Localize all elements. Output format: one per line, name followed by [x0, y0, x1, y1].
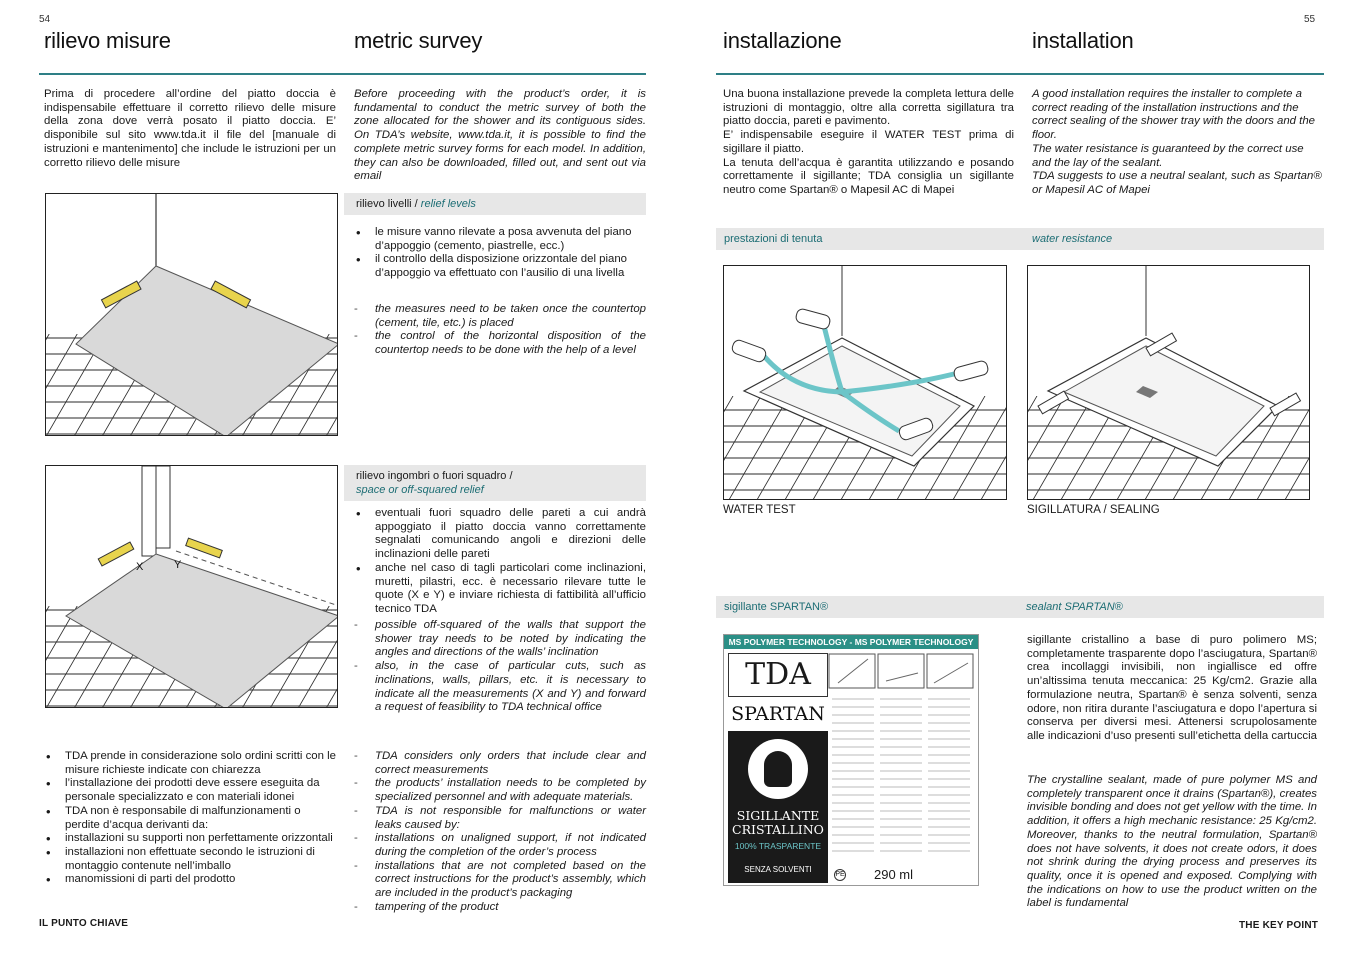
- caption-sealing: [1027, 504, 1160, 516]
- list-item: - the control of the horizontal disposition of the countertop needs to be done with the help of a level: [354, 330, 646, 357]
- axis-y-label: Y: [174, 559, 182, 571]
- list-item: • installazioni su supporti non perfettamente orizzontali: [44, 832, 336, 846]
- list-item: - TDA considers only orders that include clear and correct measurements: [354, 750, 646, 777]
- section-bar-water-resistance: [716, 228, 1324, 250]
- intro-en-p2: The water resistance is guaranteed by the correct use and the lay of the sealant.: [1032, 142, 1304, 169]
- label-text-lines: [830, 693, 974, 863]
- title-it-left: rilievo misure: [44, 28, 171, 53]
- section-bar-spartan: [716, 596, 1324, 618]
- list-item: - possible off-squared of the walls that support the shower tray needs to be noted by indicating the angles and directions of the walls’ inclination: [354, 619, 646, 660]
- title-en-left: metric survey: [354, 28, 483, 53]
- list-item: • TDA prende in considerazione solo ordini scritti con le misure richieste indicate con chiarezza: [44, 750, 336, 777]
- section-bar-off-square: [344, 465, 646, 501]
- list-item: • manomissioni di parti del prodotto: [44, 873, 336, 887]
- label-diagram-icons: [828, 653, 974, 689]
- list-item: - the measures need to be taken once the countertop (cement, tile, etc.) is placed: [354, 303, 646, 330]
- list-item: • anche nel caso di tagli particolari come inclinazioni, muretti, pilastri, ecc. è necessario rilevare tutte le quote (X e Y) e inviare richiesta di fattibilità all’ufficio tecnico TDA: [354, 562, 646, 617]
- axis-x-label: X: [136, 561, 144, 573]
- figure-sealing: [1027, 265, 1310, 500]
- section2-title-en: space or off-squared relief: [356, 484, 484, 496]
- spartan-text-en: The crystalline sealant, made of pure polymer MS and completely transparent once it drains (Spartan®), creates invisible bonding and does not get yellow with the time. In addition, it offers a high mechanic resistance: 25 Kg/cm2. Moreover, thanks to the neutral formulation, Spartan® does not have solvents, it does not create odors, it does not shrink during the drying process and preserves its quality, once it is opened and exposed. Complying with the indications on how to use the product written on the label is fundamental: [1027, 774, 1318, 910]
- list-item: - tampering of the product: [354, 901, 646, 915]
- page-number-right: 55: [1304, 14, 1316, 25]
- list-item: - also, in the case of particular cuts, such as inclinations, walls, pillars, etc. it is necessary to indicate all the measurements (X and Y) and forward a request of feasibility to TDA technical office: [354, 660, 646, 715]
- spartan-helmet-icon: [748, 739, 808, 799]
- label-product-name: SPARTAN: [728, 697, 828, 731]
- label-diagrams: [828, 653, 974, 689]
- intro-it-p3: La tenuta dell’acqua è garantita utilizzando e posando correttamente il sigillante; TDA consiglia un sigillante neutro come Spartan® o Mapesil AC di Mapei: [723, 156, 1014, 196]
- intro-it-p2: E’ indispensabile eseguire il WATER TEST prima di sigillare il piatto.: [723, 129, 1014, 155]
- figure-relief-levels: [45, 193, 338, 436]
- label-fine-print: [830, 693, 974, 863]
- section2-bullets-it: [354, 507, 646, 617]
- list-item: - TDA is not responsible for malfunctions or water leaks caused by:: [354, 805, 646, 832]
- label-name-1: SIGILLANTE: [736, 808, 820, 823]
- label-name-2: CRISTALLINO: [732, 822, 824, 837]
- label-volume: 290 ml: [874, 867, 914, 882]
- intro-it-right: [723, 88, 1014, 198]
- bottom-bullets-it: [44, 750, 336, 887]
- relief-levels-drawing: [46, 194, 338, 436]
- list-item: • eventuali fuori squadro delle pareti a cui andrà appoggiato il piatto doccia vanno correttamente segnalati comunicando angoli e direzioni delle inclinazioni delle pareti: [354, 507, 646, 562]
- title-en-right: installation: [1032, 28, 1134, 53]
- intro-en-right: [1032, 88, 1324, 198]
- header-rule-left: [39, 73, 646, 75]
- off-square-drawing: [46, 466, 338, 708]
- intro-en-left: Before proceeding with the product’s order, it is fundamental to conduct the metric survey of both the zone allocated for the shower and its contiguous sides. On TDA’s website, www.tda.it, it is possible to find the complete metric survey forms for each model. In addition, they can also be downloaded, filled out, and sent out via email: [354, 88, 646, 183]
- intro-it-p1: Una buona installazione prevede la completa lettura delle istruzioni di montaggio, oltre alla corretta sigillatura tra piatto doccia, pareti e pavimento.: [723, 88, 1014, 128]
- list-item: • installazioni non effettuate secondo le istruzioni di montaggio contenute nell’imballo: [44, 846, 336, 873]
- label-banner: MS POLYMER TECHNOLOGY - MS POLYMER TECHNOLOGY: [724, 635, 978, 649]
- intro-en-p3: TDA suggests to use a neutral sealant, such as Spartan® or Mapesil AC of Mapei: [1032, 170, 1322, 196]
- list-item: - installations that are not completed based on the correct instructions for the product’s assembly, which are included in the product’s packaging: [354, 860, 646, 901]
- section2-title-it: rilievo ingombri o fuori squadro /: [356, 470, 513, 482]
- label-transparent: 100% TRASPARENTE: [734, 841, 822, 851]
- label-no-solvent: SENZA SOLVENTI: [744, 865, 812, 874]
- bar1-en: water resistance: [1032, 233, 1113, 245]
- sealing-drawing: [1028, 266, 1310, 500]
- list-item: • TDA non è responsabile di malfunzionamenti o perdite d’acqua derivanti da:: [44, 805, 336, 832]
- section-bar-relief-levels: [344, 193, 646, 215]
- label-pe-icon: PE: [834, 869, 846, 881]
- caption-sealing-en: SEALING: [1109, 504, 1160, 516]
- footer-right: THE KEY POINT: [1239, 920, 1319, 931]
- section1-bullets-it: [354, 226, 646, 281]
- bar2-it: sigillante SPARTAN®: [724, 601, 829, 613]
- caption-sealing-it: SIGILLATURA /: [1027, 504, 1110, 516]
- title-it-right: installazione: [723, 28, 842, 53]
- water-test-drawing: [724, 266, 1007, 500]
- list-item: - installations on unaligned support, if not indicated during the completion of the order’s process: [354, 832, 646, 859]
- list-item: • l’installazione dei prodotti deve essere eseguita da personale specializzato e con materiali idonei: [44, 777, 336, 804]
- intro-en-p1: A good installation requires the installer to complete a correct reading of the installation instructions and the correct sealing of the shower tray with the doors and the floor.: [1032, 88, 1316, 142]
- label-brand-logo: TDA: [728, 653, 828, 697]
- bar2-en: sealant SPARTAN®: [1026, 601, 1123, 613]
- footer-left: IL PUNTO CHIAVE: [39, 918, 129, 929]
- intro-it-left: Prima di procedere all’ordine del piatto doccia è indispensabile effettuare il corretto rilievo delle misure della zona dove verrà posato il piatto doccia. E’ disponibile sul sito www.tda.it il file del [manuale di istruzioni e mantenimento] che include le istruzioni per un corretto rilievo delle misure: [44, 88, 336, 169]
- spartan-text-it: sigillante cristallino a base di puro polimero MS; completamente trasparente dopo l’asciugatura, Spartan® crea incollaggi invisibili, non ingiallisce ed offre un’altissima tenuta meccanica: 25 Kg/cm2. Grazie alla formulazione neutra, Spartan® è senza solventi, senza odore, non ritira durante l’asciugatura e dopo l’apertura si conserva per diversi mesi. Attenersi scrupolosamente alle indicazioni d’uso presenti sull’etichetta della cartuccia: [1027, 634, 1317, 742]
- section1-bullets-en: [354, 303, 646, 358]
- bottom-bullets-en: [354, 750, 646, 914]
- page-number-left: 54: [39, 14, 51, 25]
- caption-water-test: WATER TEST: [723, 504, 796, 516]
- figure-off-square: [45, 465, 338, 708]
- bar1-it: prestazioni di tenuta: [724, 233, 823, 245]
- figure-water-test: [723, 265, 1007, 500]
- header-rule-right: [716, 73, 1324, 75]
- section2-bullets-en: [354, 619, 646, 715]
- label-left-panel: [728, 697, 828, 883]
- list-item: • le misure vanno rilevate a posa avvenuta del piano d’appoggio (cemento, piastrelle, ecc.): [354, 226, 646, 253]
- list-item: • il controllo della disposizione orizzontale del piano d’appoggio va effettuato con l’ausilio di una livella: [354, 253, 646, 280]
- section1-title-en: relief levels: [420, 198, 476, 210]
- section1-title-it: rilievo livelli /: [356, 198, 421, 210]
- spartan-product-label: [723, 634, 979, 886]
- list-item: - the products’ installation needs to be completed by specialized personnel and with adequate materials.: [354, 777, 646, 804]
